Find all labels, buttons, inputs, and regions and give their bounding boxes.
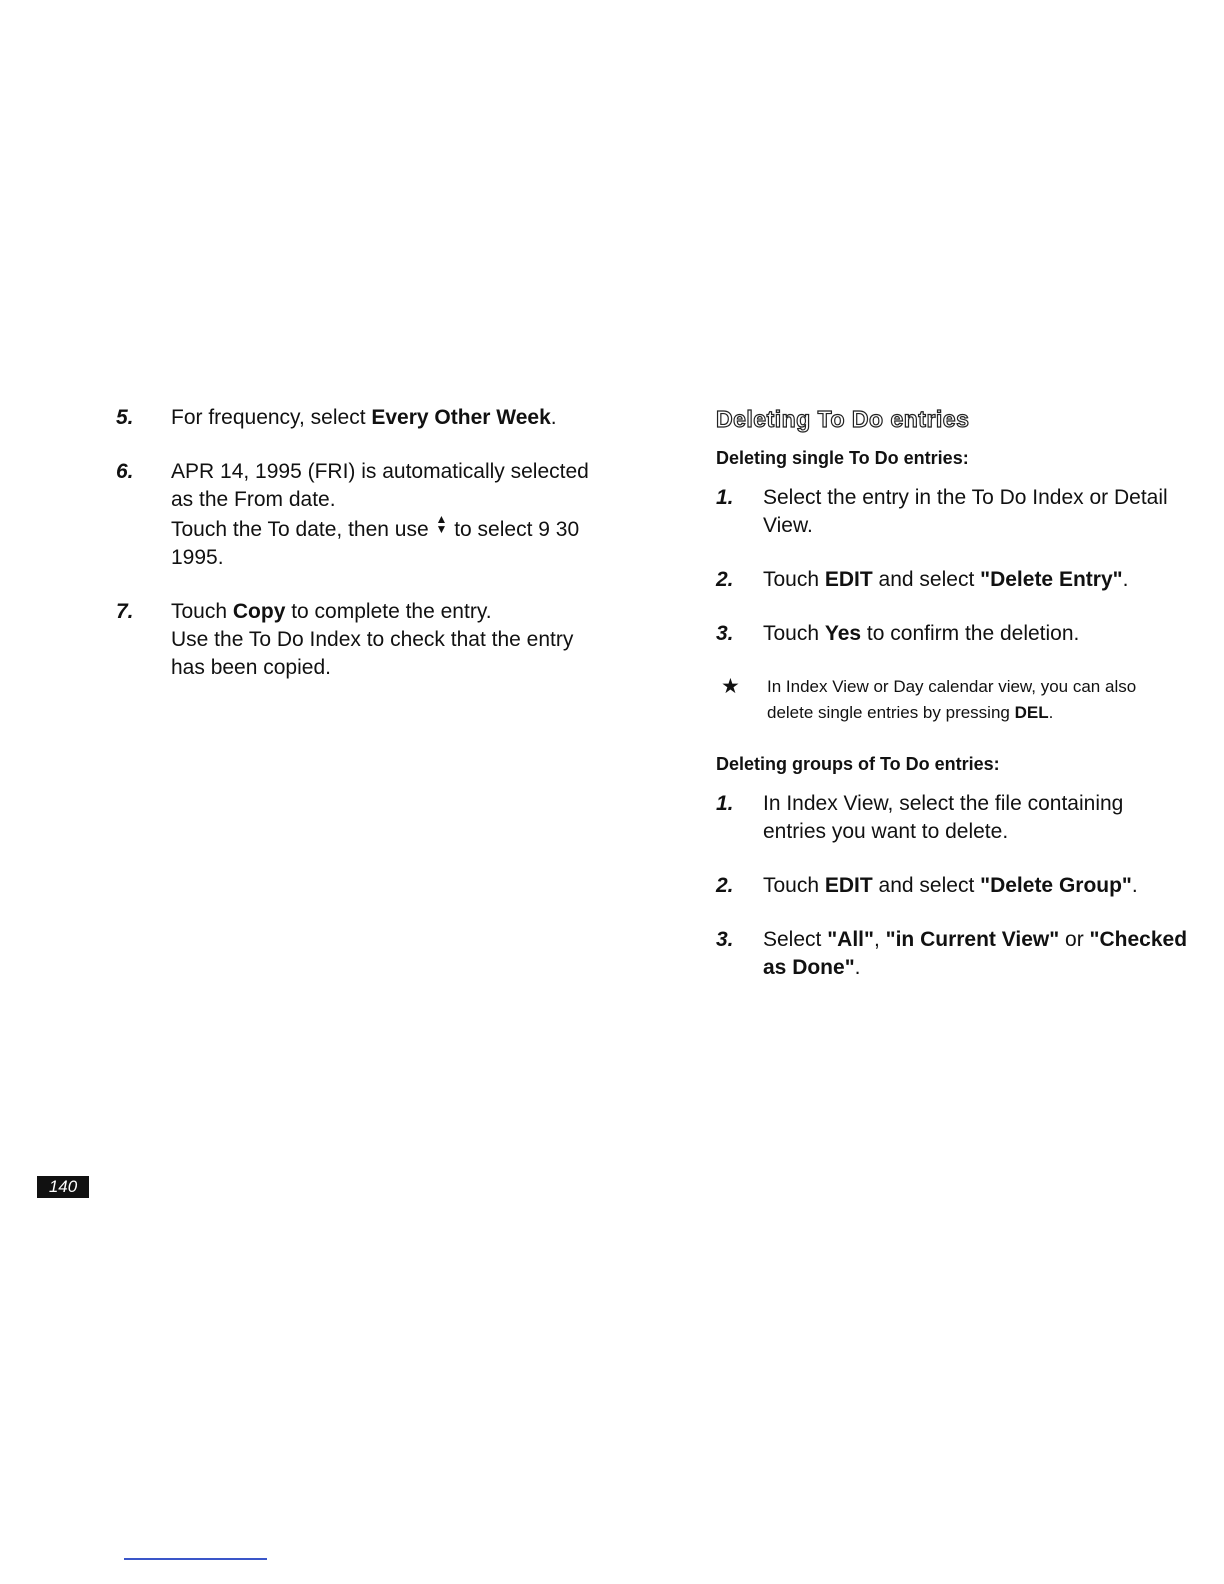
- tip-note: [716, 674, 1196, 726]
- group-step-3: [716, 926, 1196, 982]
- step-5: [116, 404, 616, 432]
- step-text: Touch the To date, then use ▲ ▼ to select 9 30: [171, 512, 580, 541]
- section-title: Deleting To Do entries: [716, 406, 970, 432]
- step-number: 5.: [116, 406, 134, 429]
- single-step-2: [716, 566, 1196, 594]
- step-number: 1.: [716, 792, 734, 815]
- note-text: In Index View or Day calendar view, you can also: [767, 677, 1137, 696]
- subhead-single: Deleting single To Do entries:: [716, 448, 969, 468]
- subhead-groups: Deleting groups of To Do entries:: [716, 754, 1000, 774]
- step-number: 3.: [716, 928, 734, 951]
- right-column: [716, 404, 1196, 1008]
- step-text: entries you want to delete.: [763, 820, 1009, 843]
- note-text: delete single entries by pressing DEL.: [767, 703, 1054, 722]
- footer-rule: [124, 1558, 267, 1560]
- up-down-arrow-icon: ▲ ▼: [435, 512, 448, 536]
- step-text: Select "All", "in Current View" or "Checked: [763, 928, 1188, 951]
- step-number: 3.: [716, 622, 734, 645]
- group-step-1: [716, 790, 1196, 846]
- step-text: For frequency, select Every Other Week.: [171, 406, 557, 429]
- single-step-1: [716, 484, 1196, 540]
- step-text: 1995.: [171, 546, 224, 569]
- step-text: Touch EDIT and select "Delete Entry".: [763, 568, 1129, 591]
- step-text: as Done".: [763, 956, 861, 979]
- step-text: as the From date.: [171, 488, 336, 511]
- page-number: 140: [37, 1176, 89, 1198]
- step-6: [116, 458, 616, 572]
- step-number: 7.: [116, 600, 134, 623]
- step-text: In Index View, select the file containing: [763, 792, 1124, 815]
- step-text: APR 14, 1995 (FRI) is automatically selected: [171, 460, 589, 483]
- left-column: [116, 404, 616, 708]
- step-number: 1.: [716, 486, 734, 509]
- step-text: Touch Yes to confirm the deletion.: [763, 622, 1080, 645]
- step-number: 2.: [716, 568, 734, 591]
- step-text: Touch Copy to complete the entry.: [171, 600, 492, 623]
- step-number: 2.: [716, 874, 734, 897]
- step-text: View.: [763, 514, 813, 537]
- step-number: 6.: [116, 460, 134, 483]
- step-text: Select the entry in the To Do Index or Detail: [763, 486, 1168, 509]
- step-7: [116, 598, 616, 682]
- step-text: Use the To Do Index to check that the entry: [171, 628, 574, 651]
- step-text: has been copied.: [171, 656, 331, 679]
- step-text: Touch EDIT and select "Delete Group".: [763, 874, 1138, 897]
- group-step-2: [716, 872, 1196, 900]
- star-icon: ★: [721, 675, 740, 698]
- single-step-3: [716, 620, 1196, 648]
